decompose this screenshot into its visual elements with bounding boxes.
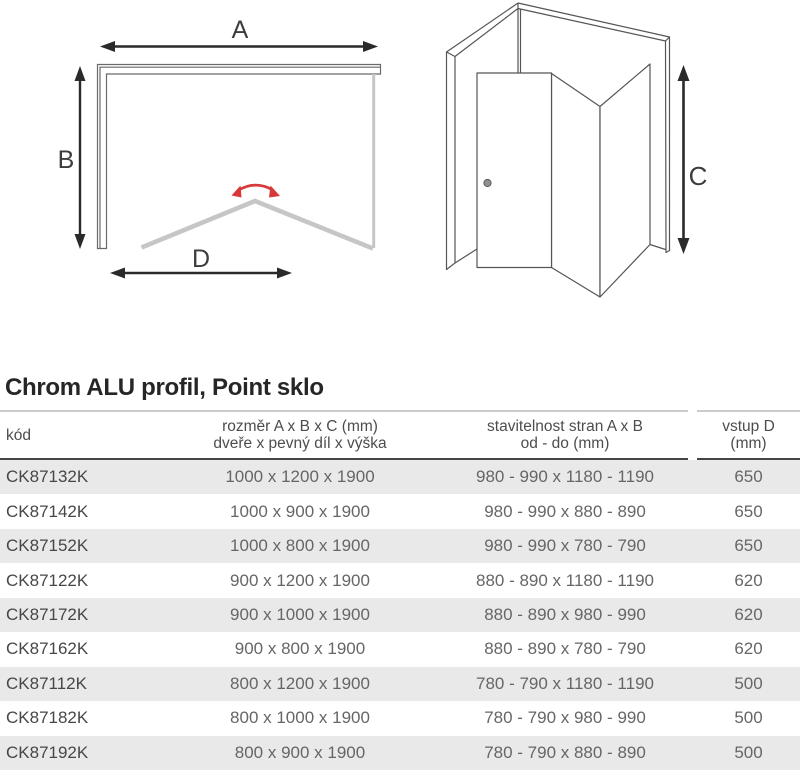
door-knob [484,179,491,186]
size-value: 800 x 1200 x 1900 [230,673,370,693]
adjust-value: 880 - 890 x 780 - 790 [484,639,646,659]
shower-enclosure-diagram [0,0,800,360]
entry-value: 500 [734,673,763,693]
adjust-value: 880 - 890 x 980 - 990 [484,604,646,624]
table-body [0,460,800,770]
header-bottom-border-entry [697,458,800,460]
size-value: 900 x 1200 x 1900 [230,570,370,590]
adjust-value: 780 - 790 x 980 - 990 [484,708,646,728]
product-code: CK87132K [6,467,89,487]
top-view-diagram [58,16,381,279]
product-code: CK87112K [6,673,87,693]
column-header-code: kód [6,426,31,444]
product-code: CK87172K [6,604,89,624]
spec-table [0,410,800,770]
entry-value: 650 [734,536,763,556]
label-c: C [688,161,708,191]
table-row [0,529,800,563]
table-row [0,598,800,632]
size-value: 900 x 800 x 1900 [234,639,366,659]
header-bottom-border [0,458,688,460]
label-d: D [191,245,211,273]
wall-profile-outline [98,65,381,249]
perspective-view-diagram [447,3,670,297]
product-code: CK87142K [6,501,89,521]
front-door-panel [477,73,552,268]
adjust-value: 780 - 790 x 880 - 890 [484,742,646,762]
folded-door-outer-panel [600,64,650,297]
entry-value: 620 [734,639,763,659]
product-code: CK87192K [6,742,89,762]
dimension-arrow-c [678,65,690,254]
entry-value: 650 [734,467,763,487]
table-row [0,701,800,735]
size-value: 1000 x 800 x 1900 [230,536,370,556]
corner-edge [518,3,521,73]
product-code: CK87162K [6,639,89,659]
bifold-door [142,201,374,249]
column-header-entry: vstup D (mm) [722,418,775,452]
table-row [0,563,800,597]
table-row [0,632,800,666]
table-row [0,460,800,494]
adjust-value: 780 - 790 x 1180 - 1190 [475,673,654,693]
label-a: A [231,16,249,44]
folded-door-rear-panel [552,74,601,298]
adjust-value: 980 - 990 x 880 - 890 [484,501,646,521]
door-swing-arrow-icon [232,185,281,197]
size-value: 800 x 900 x 1900 [234,742,366,762]
size-value: 900 x 1000 x 1900 [230,604,370,624]
size-value: 1000 x 900 x 1900 [230,501,370,521]
size-value: 1000 x 1200 x 1900 [225,467,375,487]
entry-value: 620 [734,604,763,624]
product-code: CK87152K [6,536,89,556]
table-header [0,410,800,460]
size-value: 800 x 1000 x 1900 [230,708,370,728]
adjust-value: 880 - 890 x 1180 - 1190 [475,570,654,590]
page-title: Chrom ALU profil, Point sklo [5,374,324,401]
table-row [0,667,800,701]
entry-value: 620 [734,570,763,590]
table-row [0,736,800,770]
adjust-value: 980 - 990 x 780 - 790 [484,536,646,556]
adjust-value: 980 - 990 x 1180 - 1190 [475,467,654,487]
table-row [0,494,800,528]
column-header-size: rozměr A x B x C (mm) dveře x pevný díl x výška [213,418,387,452]
product-code: CK87182K [6,708,89,728]
label-b: B [57,146,75,174]
dimension-arrow-b [75,66,86,249]
entry-value: 650 [734,501,763,521]
entry-value: 500 [734,742,763,762]
product-code: CK87122K [6,570,89,590]
entry-value: 500 [734,708,763,728]
column-header-adjustability: stavitelnost stran A x B od - do (mm) [487,418,643,452]
